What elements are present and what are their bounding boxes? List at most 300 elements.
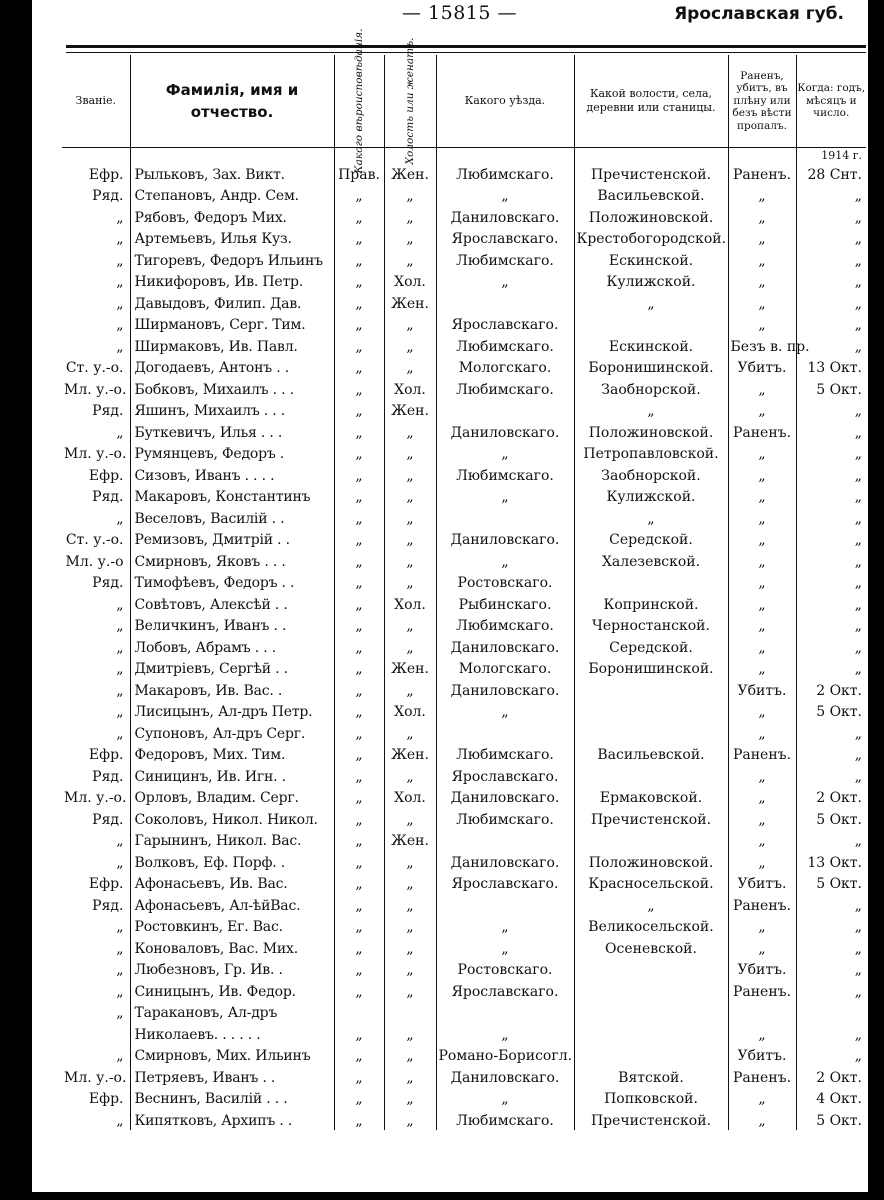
- date-cell: 2 Окт.: [796, 786, 866, 808]
- name-cell: Афонасьевъ, Ал-ѣйВас.: [130, 893, 334, 915]
- village-cell: Ермаковской.: [574, 786, 728, 808]
- rank-cell: „: [116, 639, 124, 656]
- faith-cell: „: [334, 227, 384, 249]
- table-row: [62, 958, 866, 980]
- rank-cell: Мл. у.-о: [65, 553, 124, 570]
- date-cell: „: [796, 743, 866, 765]
- district-cell: Ростовскаго.: [436, 958, 574, 980]
- faith-cell: „: [334, 678, 384, 700]
- district-cell: Даниловскаго.: [436, 420, 574, 442]
- faith-cell: „: [334, 915, 384, 937]
- district-cell: Даниловскаго.: [436, 528, 574, 550]
- rank-cell: „: [116, 919, 124, 935]
- rank-cell: „: [116, 618, 124, 634]
- rank-cell: „: [116, 209, 124, 226]
- district-cell: Рыбинскаго.: [436, 592, 574, 614]
- district-cell: [436, 1001, 574, 1023]
- marital-cell: „: [384, 807, 436, 829]
- table-row: [62, 700, 866, 722]
- village-cell: [574, 958, 728, 980]
- faith-cell: „: [334, 1087, 384, 1109]
- table-row: [62, 1022, 866, 1044]
- name-cell: Румянцевъ, Федоръ .: [130, 442, 334, 464]
- faith-cell: „: [334, 850, 384, 872]
- table-row: [62, 506, 866, 528]
- name-cell: Тимофѣевъ, Федоръ . .: [130, 571, 334, 593]
- marital-cell: Жен.: [384, 829, 436, 851]
- faith-cell: „: [334, 1065, 384, 1087]
- name-cell: Веселовъ, Василій . .: [130, 506, 334, 528]
- village-cell: [574, 1044, 728, 1066]
- district-cell: Ярославскаго.: [436, 313, 574, 335]
- name-cell: Макаровъ, Константинъ: [130, 485, 334, 507]
- status-cell: Убитъ.: [728, 356, 796, 378]
- col-header-marital-label: Холость или женатъ.: [404, 37, 416, 165]
- district-cell: Любимскаго.: [436, 743, 574, 765]
- name-cell: Рябовъ, Федоръ Мих.: [130, 205, 334, 227]
- marital-cell: „: [384, 1065, 436, 1087]
- village-cell: „: [574, 291, 728, 313]
- village-cell: Крестобогородской.: [574, 227, 728, 249]
- faith-cell: „: [334, 463, 384, 485]
- table-row: [62, 463, 866, 485]
- date-cell: „: [796, 635, 866, 657]
- district-cell: Любимскаго.: [436, 334, 574, 356]
- col-header-marital: [384, 37, 436, 165]
- date-cell: „: [796, 721, 866, 743]
- faith-cell: „: [334, 313, 384, 335]
- status-cell: „: [728, 528, 796, 550]
- date-cell: „: [796, 485, 866, 507]
- table-row: [62, 1065, 866, 1087]
- marital-cell: „: [384, 764, 436, 786]
- rank-cell: „: [116, 704, 124, 720]
- table-row: [62, 334, 866, 356]
- status-cell: „: [728, 549, 796, 571]
- marital-cell: „: [384, 872, 436, 894]
- status-cell: „: [728, 657, 796, 679]
- district-cell: „: [436, 485, 574, 507]
- faith-cell: „: [334, 657, 384, 679]
- col-header-status: Раненъ, убитъ, въ плѣну или безъ вѣсти пропалъ.: [728, 55, 796, 148]
- table-row: [62, 442, 866, 464]
- status-cell: „: [728, 571, 796, 593]
- district-cell: Мологскаго.: [436, 356, 574, 378]
- date-cell: „: [796, 291, 866, 313]
- faith-cell: „: [334, 936, 384, 958]
- status-cell: Убитъ.: [728, 872, 796, 894]
- rank-cell: „: [116, 983, 124, 1000]
- name-cell: Супоновъ, Ал-дръ Серг.: [130, 721, 334, 743]
- col-header-date: Когда: годъ, мѣсяцъ и число.: [796, 55, 866, 148]
- marital-cell: „: [384, 915, 436, 937]
- marital-cell: „: [384, 205, 436, 227]
- table-row: [62, 936, 866, 958]
- faith-cell: „: [334, 377, 384, 399]
- district-cell: Даниловскаго.: [436, 786, 574, 808]
- faith-cell: „: [334, 592, 384, 614]
- name-cell: Степановъ, Андр. Сем.: [130, 184, 334, 206]
- table-row: [62, 571, 866, 593]
- date-cell: „: [796, 571, 866, 593]
- faith-cell: „: [334, 721, 384, 743]
- rank-cell: „: [116, 231, 124, 247]
- col-header-district: Какого уѣзда.: [436, 55, 574, 148]
- marital-cell: „: [384, 721, 436, 743]
- status-cell: [728, 1001, 796, 1023]
- village-cell: Заобнорской.: [574, 463, 728, 485]
- status-cell: Убитъ.: [728, 1044, 796, 1066]
- table-row: [62, 420, 866, 442]
- table-row: [62, 485, 866, 507]
- table-row: [62, 678, 866, 700]
- status-cell: „: [728, 1108, 796, 1130]
- name-cell: Лисицынъ, Ал-дръ Петр.: [130, 700, 334, 722]
- marital-cell: Жен.: [384, 162, 436, 184]
- district-cell: Даниловскаго.: [436, 635, 574, 657]
- status-cell: „: [728, 313, 796, 335]
- district-cell: Любимскаго.: [436, 377, 574, 399]
- table-body: [62, 148, 866, 1130]
- rank-cell: Ефр.: [88, 747, 124, 763]
- status-cell: „: [728, 915, 796, 937]
- name-cell: Ширмановъ, Серг. Тим.: [130, 313, 334, 335]
- status-cell: „: [728, 764, 796, 786]
- date-cell: „: [796, 399, 866, 421]
- district-cell: Даниловскаго.: [436, 205, 574, 227]
- status-cell: „: [728, 442, 796, 464]
- village-cell: Кулижской.: [574, 485, 728, 507]
- marital-cell: „: [384, 506, 436, 528]
- faith-cell: „: [334, 248, 384, 270]
- faith-cell: „: [334, 205, 384, 227]
- table-row: [62, 227, 866, 249]
- table-header-row: [62, 55, 866, 148]
- date-cell: „: [796, 592, 866, 614]
- table-row: [62, 979, 866, 1001]
- rank-cell: „: [116, 274, 124, 290]
- col-header-rank: Званіе.: [62, 55, 130, 148]
- district-cell: [436, 721, 574, 743]
- district-cell: Любимскаго.: [436, 248, 574, 270]
- village-cell: Пречистенской.: [574, 1108, 728, 1130]
- status-cell: „: [728, 205, 796, 227]
- faith-cell: „: [334, 764, 384, 786]
- status-cell: „: [728, 1087, 796, 1109]
- table-row: [62, 205, 866, 227]
- marital-cell: „: [384, 979, 436, 1001]
- village-cell: [574, 1001, 728, 1023]
- marital-cell: „: [384, 635, 436, 657]
- marital-cell: „: [384, 334, 436, 356]
- table-row: [62, 915, 866, 937]
- year-row: [62, 148, 866, 163]
- name-cell: Гарынинъ, Никол. Вас.: [130, 829, 334, 851]
- name-cell: Ремизовъ, Дмитрій . .: [130, 528, 334, 550]
- faith-cell: „: [334, 485, 384, 507]
- status-cell: Раненъ.: [728, 743, 796, 765]
- table-row: [62, 807, 866, 829]
- village-cell: [574, 764, 728, 786]
- marital-cell: „: [384, 442, 436, 464]
- status-cell: Безъ в. пр.: [728, 334, 796, 356]
- rank-cell: Ряд.: [92, 811, 124, 828]
- village-cell: [574, 313, 728, 335]
- date-cell: „: [796, 227, 866, 249]
- date-cell: 5 Окт.: [796, 700, 866, 722]
- table-row: [62, 313, 866, 335]
- district-cell: „: [436, 184, 574, 206]
- date-cell: [796, 1001, 866, 1023]
- status-cell: „: [728, 377, 796, 399]
- faith-cell: „: [334, 786, 384, 808]
- date-cell: „: [796, 506, 866, 528]
- status-cell: „: [728, 248, 796, 270]
- header-rule-thick: [66, 45, 866, 48]
- rank-cell: Мл. у.-о.: [64, 381, 127, 398]
- faith-cell: „: [334, 571, 384, 593]
- date-cell: „: [796, 764, 866, 786]
- table-row: [62, 291, 866, 313]
- marital-cell: „: [384, 528, 436, 550]
- name-cell: Никифоровъ, Ив. Петр.: [130, 270, 334, 292]
- name-cell: Смирновъ, Яковъ . . .: [130, 549, 334, 571]
- village-cell: Положиновской.: [574, 850, 728, 872]
- name-cell: Буткевичъ, Илья . . .: [130, 420, 334, 442]
- date-cell: 2 Окт.: [796, 678, 866, 700]
- status-cell: „: [728, 700, 796, 722]
- district-cell: [436, 399, 574, 421]
- village-cell: Великосельской.: [574, 915, 728, 937]
- date-cell: 28 Снт.: [796, 162, 866, 184]
- district-cell: Любимскаго.: [436, 807, 574, 829]
- table-row: [62, 399, 866, 421]
- table-row: [62, 850, 866, 872]
- faith-cell: „: [334, 334, 384, 356]
- rank-cell: Ст. у.-о.: [65, 360, 124, 376]
- status-cell: Убитъ.: [728, 678, 796, 700]
- status-cell: „: [728, 807, 796, 829]
- district-cell: Любимскаго.: [436, 463, 574, 485]
- village-cell: Осеневской.: [574, 936, 728, 958]
- name-cell: Веснинъ, Василій . . .: [130, 1087, 334, 1109]
- name-cell: Синицинъ, Ив. Игн. .: [130, 764, 334, 786]
- village-cell: [574, 571, 728, 593]
- rank-cell: „: [116, 854, 124, 871]
- name-cell: Федоровъ, Мих. Тим.: [130, 743, 334, 765]
- status-cell: Раненъ.: [728, 893, 796, 915]
- status-cell: „: [728, 227, 796, 249]
- table-row: [62, 1044, 866, 1066]
- faith-cell: „: [334, 958, 384, 980]
- marital-cell: „: [384, 313, 436, 335]
- marital-cell: Хол.: [384, 592, 436, 614]
- name-cell: Кипятковъ, Архипъ . .: [130, 1108, 334, 1130]
- date-cell: „: [796, 893, 866, 915]
- name-cell: Афонасьевъ, Ив. Вас.: [130, 872, 334, 894]
- district-cell: [436, 506, 574, 528]
- name-cell: Смирновъ, Мих. Ильинъ: [130, 1044, 334, 1066]
- faith-cell: „: [334, 872, 384, 894]
- faith-cell: „: [334, 420, 384, 442]
- col-header-faith-label: Какого вѣроисповѣданія.: [353, 28, 365, 174]
- marital-cell: „: [384, 420, 436, 442]
- table-row: [62, 248, 866, 270]
- marital-cell: „: [384, 227, 436, 249]
- faith-cell: „: [334, 356, 384, 378]
- name-cell: Макаровъ, Ив. Вас. .: [130, 678, 334, 700]
- marital-cell: [384, 1001, 436, 1023]
- marital-cell: Хол.: [384, 270, 436, 292]
- status-cell: Убитъ.: [728, 958, 796, 980]
- date-cell: „: [796, 1044, 866, 1066]
- date-cell: „: [796, 528, 866, 550]
- district-cell: „: [436, 442, 574, 464]
- village-cell: „: [574, 893, 728, 915]
- name-cell: Лобовъ, Абрамъ . . .: [130, 635, 334, 657]
- marital-cell: „: [384, 248, 436, 270]
- date-cell: 5 Окт.: [796, 872, 866, 894]
- rank-cell: „: [116, 725, 124, 742]
- date-cell: „: [796, 614, 866, 636]
- name-cell: Таракановъ, Ал-дръ: [130, 1001, 334, 1023]
- district-cell: Романо-Борисогл.: [436, 1044, 574, 1066]
- page-number: — 15815 —: [402, 2, 518, 24]
- village-cell: Середской.: [574, 635, 728, 657]
- district-cell: „: [436, 270, 574, 292]
- marital-cell: Жен.: [384, 657, 436, 679]
- name-cell: Величкинъ, Иванъ . .: [130, 614, 334, 636]
- date-cell: 5 Окт.: [796, 807, 866, 829]
- status-cell: „: [728, 485, 796, 507]
- district-cell: [436, 829, 574, 851]
- date-cell: „: [796, 420, 866, 442]
- date-cell: „: [796, 915, 866, 937]
- page-header: [32, 0, 868, 40]
- rank-cell: „: [116, 252, 124, 269]
- table-row: [62, 184, 866, 206]
- faith-cell: „: [334, 1044, 384, 1066]
- faith-cell: „: [334, 528, 384, 550]
- date-cell: „: [796, 270, 866, 292]
- district-cell: Даниловскаго.: [436, 850, 574, 872]
- name-cell: Ширмаковъ, Ив. Павл.: [130, 334, 334, 356]
- marital-cell: „: [384, 549, 436, 571]
- name-cell: Волковъ, Еф. Порф. .: [130, 850, 334, 872]
- table-row: [62, 270, 866, 292]
- header-rule-thin: [66, 52, 866, 53]
- col-header-name: Фамилія, имя и отчество.: [130, 55, 334, 148]
- faith-cell: „: [334, 442, 384, 464]
- rank-cell: „: [116, 682, 124, 699]
- village-cell: Кулижской.: [574, 270, 728, 292]
- status-cell: „: [728, 721, 796, 743]
- rank-cell: Мл. у.-о.: [64, 446, 127, 462]
- date-cell: „: [796, 184, 866, 206]
- district-cell: Ярославскаго.: [436, 764, 574, 786]
- province-title: Ярославская губ.: [674, 4, 844, 24]
- name-cell: Орловъ, Владим. Серг.: [130, 786, 334, 808]
- district-cell: „: [436, 700, 574, 722]
- district-cell: „: [436, 1087, 574, 1109]
- date-cell: „: [796, 205, 866, 227]
- village-cell: [574, 829, 728, 851]
- rank-cell: „: [116, 1112, 124, 1129]
- status-cell: „: [728, 635, 796, 657]
- district-cell: [436, 893, 574, 915]
- name-cell: Дмитріевъ, Сергѣй . .: [130, 657, 334, 679]
- name-cell: Тигоревъ, Федоръ Ильинъ: [130, 248, 334, 270]
- marital-cell: „: [384, 1044, 436, 1066]
- marital-cell: „: [384, 485, 436, 507]
- table-row: [62, 743, 866, 765]
- district-cell: Даниловскаго.: [436, 678, 574, 700]
- district-cell: „: [436, 936, 574, 958]
- rank-cell: Ефр.: [88, 1091, 124, 1107]
- rank-cell: „: [116, 338, 124, 355]
- rank-cell: „: [116, 424, 124, 441]
- district-cell: „: [436, 549, 574, 571]
- marital-cell: „: [384, 1022, 436, 1044]
- faith-cell: „: [334, 635, 384, 657]
- col-header-village: Какой волости, села, деревни или станицы.: [574, 55, 728, 148]
- district-cell: „: [436, 915, 574, 937]
- status-cell: Раненъ.: [728, 979, 796, 1001]
- rank-cell: Ряд.: [92, 897, 124, 914]
- marital-cell: „: [384, 958, 436, 980]
- name-cell: Петряевъ, Иванъ . .: [130, 1065, 334, 1087]
- village-cell: Заобнорской.: [574, 377, 728, 399]
- village-cell: Черностанской.: [574, 614, 728, 636]
- date-cell: „: [796, 334, 866, 356]
- village-cell: Боронишинской.: [574, 356, 728, 378]
- date-cell: „: [796, 442, 866, 464]
- table-row: [62, 764, 866, 786]
- village-cell: Пречистенской.: [574, 162, 728, 184]
- date-cell: „: [796, 1022, 866, 1044]
- date-cell: „: [796, 313, 866, 335]
- year-label: 1914 г.: [796, 148, 866, 163]
- rank-cell: Мл. у.-о.: [64, 1069, 127, 1086]
- faith-cell: „: [334, 1108, 384, 1130]
- name-cell: Бобковъ, Михаилъ . . .: [130, 377, 334, 399]
- district-cell: Ярославскаго.: [436, 872, 574, 894]
- date-cell: „: [796, 463, 866, 485]
- village-cell: Петропавловской.: [574, 442, 728, 464]
- rank-cell: Ряд.: [92, 768, 124, 785]
- district-cell: Даниловскаго.: [436, 1065, 574, 1087]
- table-row: [62, 592, 866, 614]
- name-cell: Артемьевъ, Илья Куз.: [130, 227, 334, 249]
- table-row: [62, 721, 866, 743]
- date-cell: 13 Окт.: [796, 356, 866, 378]
- faith-cell: „: [334, 1022, 384, 1044]
- rank-cell: „: [116, 661, 124, 677]
- rank-cell: Ряд.: [92, 489, 124, 505]
- name-cell: Коноваловъ, Вас. Мих.: [130, 936, 334, 958]
- status-cell: „: [728, 614, 796, 636]
- date-cell: „: [796, 936, 866, 958]
- table-row: [62, 528, 866, 550]
- status-cell: „: [728, 291, 796, 313]
- village-cell: [574, 1022, 728, 1044]
- casualty-table: [62, 28, 866, 1130]
- faith-cell: „: [334, 614, 384, 636]
- rank-cell: Ряд.: [92, 575, 124, 591]
- marital-cell: „: [384, 463, 436, 485]
- name-cell: Рыльковъ, Зах. Викт.: [130, 162, 334, 184]
- status-cell: „: [728, 270, 796, 292]
